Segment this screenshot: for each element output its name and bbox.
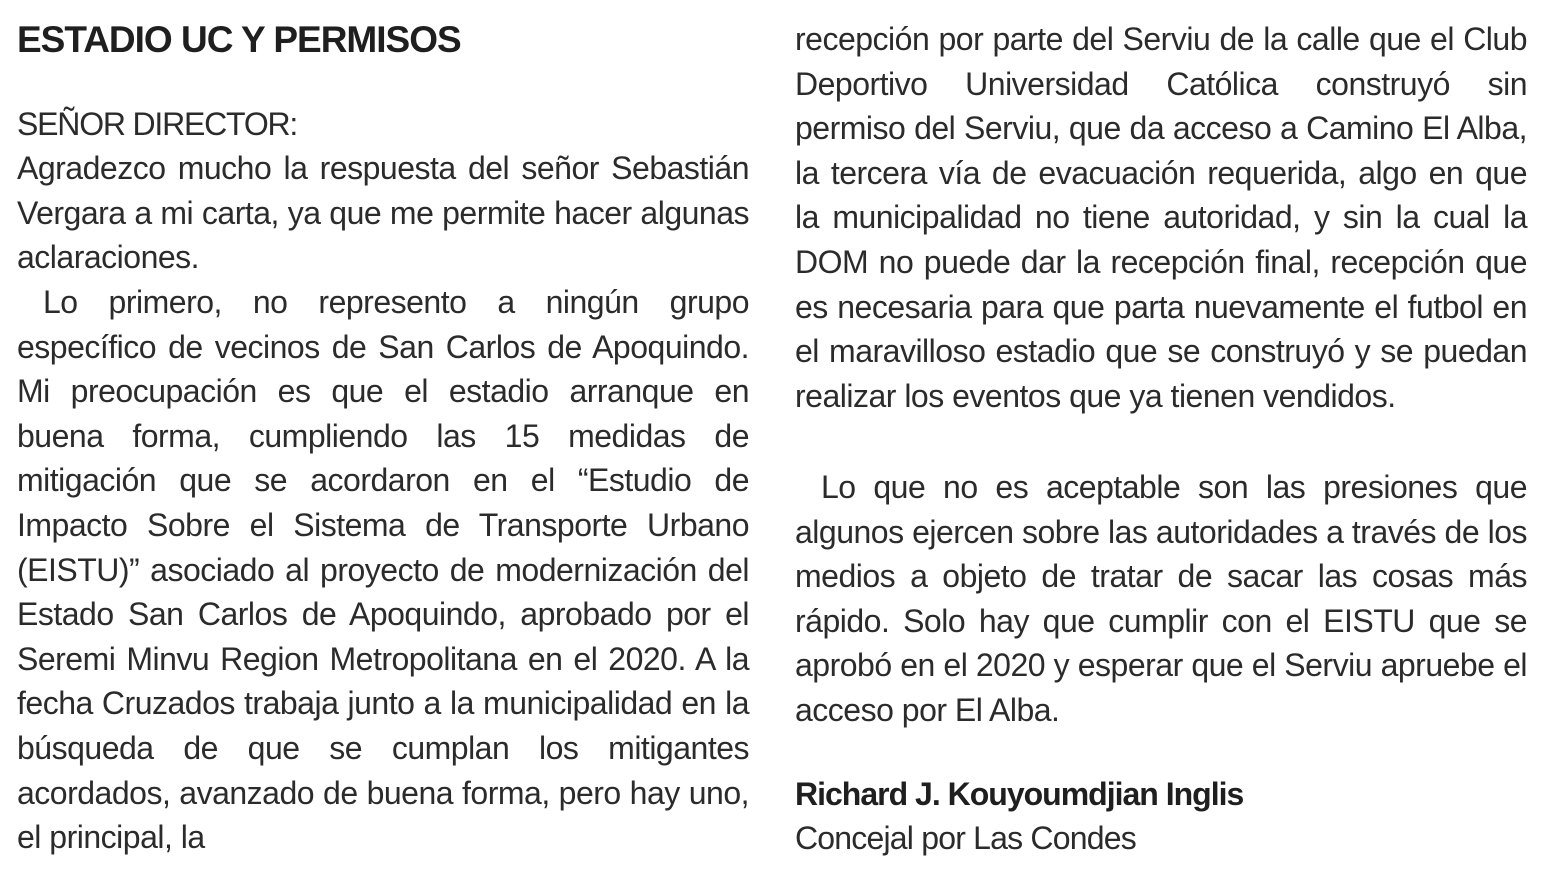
paragraph-1: Agradezco mucho la respuesta del señor Sebastián Vergara a mi carta, ya que me permite hacer algunas aclaraciones.	[17, 150, 749, 276]
signature-name: Richard J. Kouyoumdjian Inglis	[795, 776, 1244, 812]
salutation: SEÑOR DIRECTOR:	[17, 106, 298, 142]
paragraph-2: Lo primero, no represento a ningún grupo específico de vecinos de San Carlos de Apoquindo. Mi preocupación es que el estadio arranque en buena forma, cumpliendo las 15 medidas de mitigación que se acordaron en el “Estudio de Impacto Sobre el Sistema de Transporte Urbano (EISTU)” asociado al proyecto de modernización del Estado San Carlos de Apoquindo, aprobado por el Seremi Minvu Region Metropolitana en el 2020. A la fecha Cruzados trabaja junto a la municipalidad en la búsqueda de que se cumplan los mitigantes acordados, avanzado de buena forma, pero hay uno, el principal, la	[17, 284, 749, 856]
paragraph-4: Lo que no es aceptable son las presiones que algunos ejercen sobre las autoridades a través de los medios a objeto de tratar de sacar las cosas más rápido. Solo hay que cumplir con el EISTU que se aprobó en el 2020 y esperar que el Serviu apruebe el acceso por El Alba.	[795, 469, 1527, 728]
headline: ESTADIO UC Y PERMISOS	[17, 19, 461, 60]
paragraph-3: recepción por parte del Serviu de la calle que el Club Deportivo Universidad Católica construyó sin permiso del Serviu, que da acceso a Camino El Alba, la tercera vía de evacuación requerida, algo en que la municipalidad no tiene autoridad, y sin la cual la DOM no puede dar la recepción final, recepción que es necesaria para que parta nuevamente el futbol en el maravilloso estadio que se construyó y se puedan realizar los eventos que ya tienen vendidos.	[795, 21, 1527, 414]
signature-role: Concejal por Las Condes	[795, 820, 1136, 856]
